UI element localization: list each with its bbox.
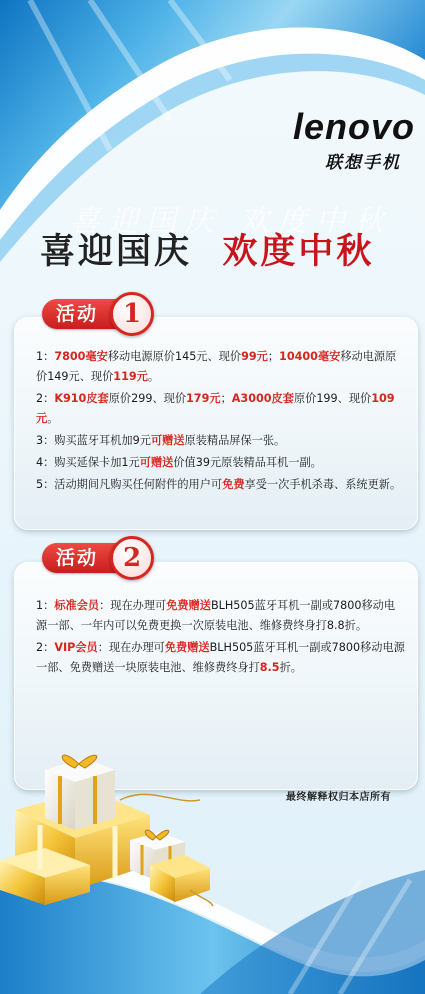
item-text: ：现在办理可 bbox=[97, 641, 165, 654]
highlight-text: 109元 bbox=[36, 392, 395, 425]
item-text: BLH505蓝牙耳机一副或7800移动电源一部、一年内可以免费更换一次原装电池、维修费终身打8.8折。 bbox=[36, 599, 396, 632]
highlight-text: K910皮套 bbox=[54, 392, 109, 405]
activity-1-number: 1 bbox=[110, 292, 154, 336]
item-text: ； bbox=[267, 350, 280, 363]
item-text: 5：活动期间凡购买任何附件的用户可 bbox=[36, 478, 223, 491]
headline-part-1: 喜迎国庆 bbox=[40, 232, 193, 272]
item-text: 。 bbox=[147, 370, 160, 383]
item-text: 移动电源原价145元、现价 bbox=[107, 350, 242, 363]
item-text: 2： bbox=[36, 641, 55, 654]
highlight-text: 10400毫安 bbox=[279, 350, 341, 363]
activity-2-label: 活动 bbox=[42, 543, 124, 573]
activity-2-badge bbox=[42, 536, 154, 580]
lenovo-logo bbox=[255, 108, 415, 173]
activity1-item bbox=[36, 453, 406, 473]
highlight-text: VIP会员 bbox=[54, 641, 98, 654]
item-text: 原价299、现价 bbox=[108, 392, 187, 405]
item-text: 。 bbox=[47, 412, 59, 425]
gift-boxes-illustration bbox=[0, 730, 215, 910]
headline bbox=[40, 228, 410, 276]
item-text: 原装精品屏保一张。 bbox=[184, 434, 286, 447]
activity-1-label: 活动 bbox=[42, 299, 124, 329]
item-text: 折。 bbox=[279, 661, 302, 674]
item-text: ：现在办理可 bbox=[99, 599, 167, 612]
highlight-text: 7800毫安 bbox=[54, 350, 108, 363]
activity1-item bbox=[36, 347, 406, 387]
decorative-calligraphy: 喜迎国庆 欢度中秋 bbox=[70, 204, 392, 239]
item-text: 价值39元原装精品耳机一副。 bbox=[173, 456, 322, 469]
activity-1-badge bbox=[42, 292, 154, 336]
brand-subtitle: 联想手机 bbox=[325, 153, 401, 173]
highlight-text: 8.5 bbox=[259, 661, 280, 674]
footer-disclaimer: 最终解释权归本店所有 bbox=[286, 792, 391, 803]
item-text: 移动电源原价149元、现价 bbox=[36, 350, 397, 383]
item-text: 4：购买延保卡加1元 bbox=[36, 456, 140, 469]
activity2-item bbox=[36, 596, 406, 636]
activity-2-number: 2 bbox=[110, 536, 154, 580]
highlight-text: 179元 bbox=[186, 392, 221, 405]
highlight-text: 免费 bbox=[222, 478, 245, 491]
item-text: 2： bbox=[36, 392, 55, 405]
highlight-text: A3000皮套 bbox=[231, 392, 294, 405]
item-text: 享受一次手机杀毒、系统更新。 bbox=[244, 478, 402, 491]
activity1-item bbox=[36, 475, 406, 495]
highlight-text: 可赠送 bbox=[150, 434, 185, 447]
item-text: 1： bbox=[36, 350, 55, 363]
activity-2-list bbox=[36, 596, 406, 680]
activity2-item bbox=[36, 638, 406, 678]
headline-part-2: 欢度中秋 bbox=[222, 232, 375, 272]
activity1-item bbox=[36, 389, 406, 429]
brand-logo-text: lenovo bbox=[292, 106, 415, 147]
highlight-text: 99元 bbox=[241, 350, 268, 363]
highlight-text: 标准会员 bbox=[54, 599, 100, 612]
activity1-item bbox=[36, 431, 406, 451]
highlight-text: 119元 bbox=[113, 370, 148, 383]
item-text: ； bbox=[220, 392, 232, 405]
highlight-text: 免费赠送 bbox=[164, 641, 210, 654]
highlight-text: 免费赠送 bbox=[166, 599, 211, 612]
item-text: BLH505蓝牙耳机一副或7800移动电源一部、免费赠送一块原装电池、维修费终身打 bbox=[36, 641, 405, 674]
item-text: 3：购买蓝牙耳机加9元 bbox=[36, 434, 151, 447]
item-text: 1： bbox=[36, 599, 55, 612]
item-text: 原价199、现价 bbox=[293, 392, 372, 405]
activity-1-list bbox=[36, 347, 406, 497]
highlight-text: 可赠送 bbox=[139, 456, 174, 469]
